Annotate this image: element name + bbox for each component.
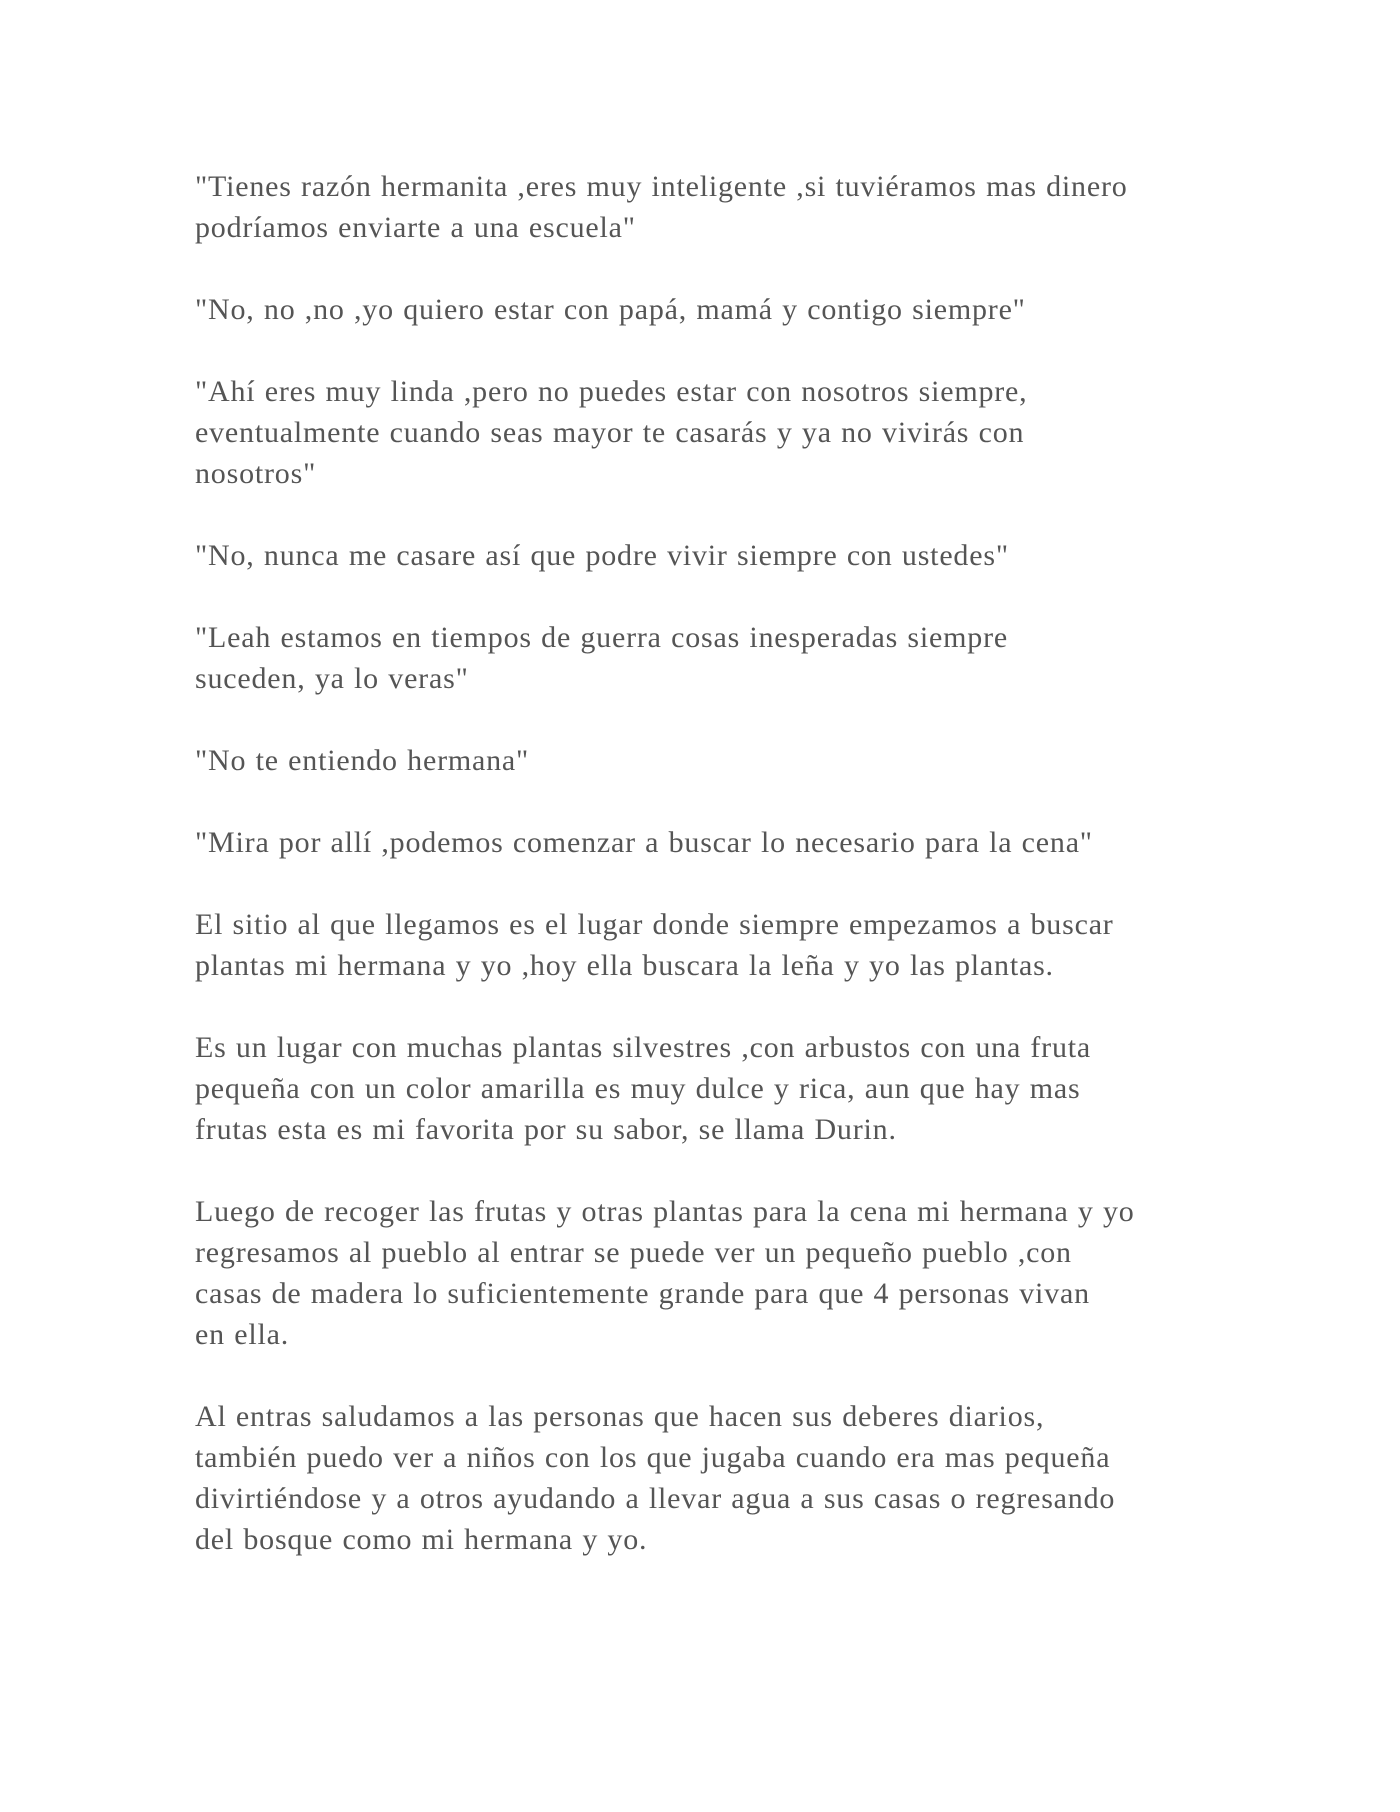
paragraph-11	[195, 1396, 1225, 1560]
text-line: "Mira por allí ,podemos comenzar a buscar lo necesario para la cena"	[195, 826, 1093, 859]
text-line: podríamos enviarte a una escuela"	[195, 211, 636, 244]
text-line: pequeña con un color amarilla es muy dulce y rica, aun que hay mas	[195, 1072, 1081, 1105]
paragraph-1	[195, 166, 1225, 248]
text-line: "Leah estamos en tiempos de guerra cosas inesperadas siempre	[195, 621, 1008, 654]
text-line: en ella.	[195, 1318, 290, 1351]
paragraph-10	[195, 1191, 1225, 1355]
paragraph-2	[195, 289, 1225, 330]
text-line: "Tienes razón hermanita ,eres muy inteligente ,si tuviéramos mas dinero	[195, 170, 1128, 203]
text-line: El sitio al que llegamos es el lugar donde siempre empezamos a buscar	[195, 908, 1114, 941]
document-body	[195, 166, 1225, 1601]
text-line: "No, no ,no ,yo quiero estar con papá, mamá y contigo siempre"	[195, 293, 1026, 326]
paragraph-7	[195, 822, 1225, 863]
paragraph-4	[195, 535, 1225, 576]
paragraph-3	[195, 371, 1225, 494]
text-line: "No, nunca me casare así que podre vivir siempre con ustedes"	[195, 539, 1009, 572]
text-line: frutas esta es mi favorita por su sabor, se llama Durin.	[195, 1113, 897, 1146]
text-line: Es un lugar con muchas plantas silvestres ,con arbustos con una fruta	[195, 1031, 1091, 1064]
text-line: suceden, ya lo veras"	[195, 662, 469, 695]
text-line: regresamos al pueblo al entrar se puede ver un pequeño pueblo ,con	[195, 1236, 1072, 1269]
text-line: nosotros"	[195, 457, 317, 490]
text-line: divirtiéndose y a otros ayudando a llevar agua a sus casas o regresando	[195, 1482, 1116, 1515]
text-line: plantas mi hermana y yo ,hoy ella buscara la leña y yo las plantas.	[195, 949, 1054, 982]
text-line: del bosque como mi hermana y yo.	[195, 1523, 648, 1556]
text-line: casas de madera lo suficientemente grande para que 4 personas vivan	[195, 1277, 1090, 1310]
text-line: Al entras saludamos a las personas que hacen sus deberes diarios,	[195, 1400, 1045, 1433]
paragraph-8	[195, 904, 1225, 986]
paragraph-9	[195, 1027, 1225, 1150]
text-line: Luego de recoger las frutas y otras plantas para la cena mi hermana y yo	[195, 1195, 1135, 1228]
text-line: eventualmente cuando seas mayor te casarás y ya no vivirás con	[195, 416, 1025, 449]
paragraph-5	[195, 617, 1225, 699]
text-line: "No te entiendo hermana"	[195, 744, 530, 777]
text-line: también puedo ver a niños con los que jugaba cuando era mas pequeña	[195, 1441, 1111, 1474]
paragraph-6	[195, 740, 1225, 781]
text-line: "Ahí eres muy linda ,pero no puedes estar con nosotros siempre,	[195, 375, 1028, 408]
